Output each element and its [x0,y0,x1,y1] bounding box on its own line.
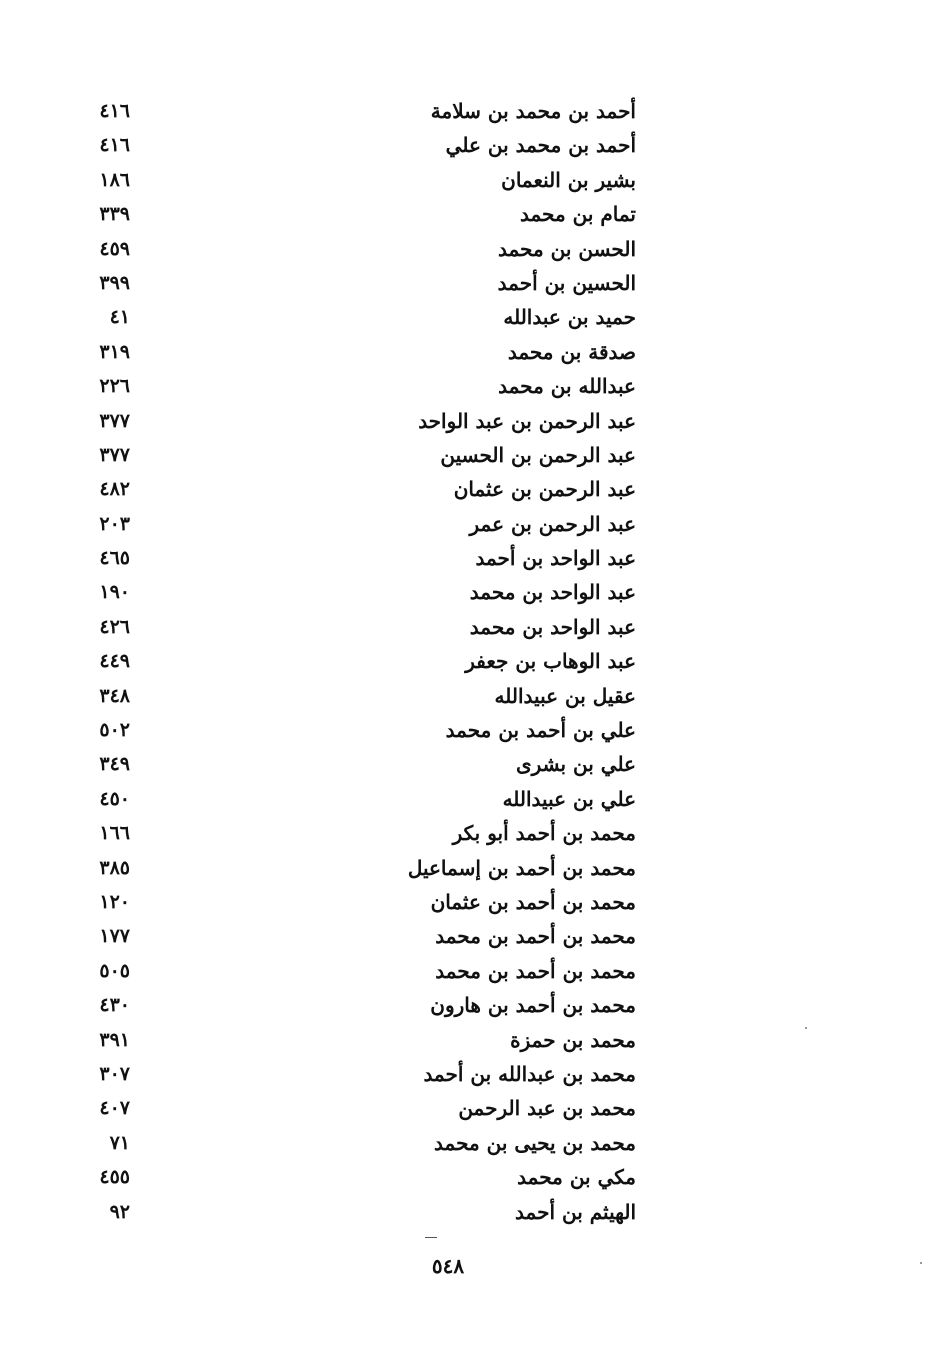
entry-name: الحسين بن أحمد [497,270,636,295]
index-entry-row [0,1127,936,1161]
entry-page-number: ٤٥٠ [99,787,130,810]
index-entry-row [0,1024,936,1058]
entry-page-number: ٣٧٧ [99,409,130,432]
index-entry-row [0,611,936,645]
entry-name: حميد بن عبدالله [503,305,636,330]
entry-name: عبد الرحمن بن عمر [469,511,636,536]
entry-name: محمد بن حمزة [510,1027,636,1052]
entry-page-number: ٤٤٩ [99,650,130,673]
scan-speck [805,1027,807,1029]
index-entry-row [0,267,936,301]
footer-rule [425,1237,437,1238]
entry-page-number: ٣١٩ [99,340,130,363]
index-entry-row [0,336,936,370]
entry-name: أحمد بن محمد بن علي [445,133,636,158]
entry-name: عبد الرحمن بن الحسين [440,442,636,467]
entry-name: عبد الواحد بن محمد [469,580,636,605]
entry-page-number: ٥٠٥ [99,959,130,982]
entry-page-number: ٢٢٦ [99,375,130,398]
entry-page-number: ٣٣٩ [99,203,130,226]
entry-page-number: ٤٥٥ [99,1166,130,1189]
entry-name: محمد بن أحمد أبو بكر [452,821,636,846]
entry-page-number: ٣٤٨ [99,684,130,707]
index-entry-row [0,645,936,679]
entry-page-number: ٤١٦ [99,134,130,157]
entry-page-number: ٣٩٩ [99,271,130,294]
index-entry-row [0,301,936,335]
entry-page-number: ٣٤٩ [99,753,130,776]
index-entry-row [0,473,936,507]
index-entry-row [0,439,936,473]
entry-name: صدقة بن محمد [507,339,636,364]
entry-name: عبد الواحد بن محمد [469,614,636,639]
index-entry-row [0,1161,936,1195]
entry-name: عبدالله بن محمد [498,374,636,399]
index-entry-row [0,405,936,439]
entry-name: الهيثم بن أحمد [515,1199,636,1224]
entry-page-number: ٧١ [109,1131,130,1154]
index-entry-row [0,748,936,782]
entry-page-number: ٤٦٥ [99,547,130,570]
index-entry-row [0,1196,936,1230]
index-entry-row [0,370,936,404]
index-entry-row [0,1092,936,1126]
index-entry-row [0,920,936,954]
page-number: ٥٤٨ [431,1254,465,1278]
entry-page-number: ٣٧٧ [99,443,130,466]
entry-name: محمد بن يحيى بن محمد [434,1130,636,1155]
entry-name: محمد بن عبدالله بن أحمد [423,1061,636,1086]
entry-name: محمد بن أحمد بن إسماعيل [407,855,636,880]
entry-page-number: ٣٠٧ [99,1062,130,1085]
entry-page-number: ٣٨٥ [99,856,130,879]
entry-name: محمد بن أحمد بن عثمان [430,889,636,914]
index-entry-row [0,508,936,542]
entry-name: محمد بن أحمد بن هارون [430,993,636,1018]
index-entry-row [0,783,936,817]
entry-name: تمام بن محمد [519,202,636,227]
entry-name: مكي بن محمد [517,1165,636,1190]
index-entry-row [0,886,936,920]
entry-page-number: ٤٥٩ [99,237,130,260]
entry-page-number: ٤٣٠ [99,994,130,1017]
index-entry-row [0,198,936,232]
entry-page-number: ٩٢ [109,1200,130,1223]
entry-name: عبد الرحمن بن عبد الواحد [418,408,636,433]
entry-name: عبد الواحد بن أحمد [475,546,636,571]
index-entry-row [0,714,936,748]
index-entry-row [0,542,936,576]
entry-page-number: ١٨٦ [99,168,130,191]
index-entry-row [0,164,936,198]
entry-name: الحسن بن محمد [497,236,636,261]
entry-name: بشير بن النعمان [501,167,636,192]
entry-name: علي بن عبيدالله [502,786,636,811]
entry-name: عبد الوهاب بن جعفر [465,649,636,674]
index-entry-row [0,817,936,851]
entry-name: عقيل بن عبيدالله [494,683,636,708]
entry-page-number: ١٦٦ [99,822,130,845]
index-entry-row [0,955,936,989]
index-list [0,95,936,1230]
index-entry-row [0,129,936,163]
entry-page-number: ٤٨٢ [99,478,130,501]
index-entry-row [0,95,936,129]
entry-name: محمد بن عبد الرحمن [458,1096,636,1121]
entry-page-number: ٢٠٣ [99,512,130,535]
entry-name: أحمد بن محمد بن سلامة [430,99,636,123]
index-entry-row [0,233,936,267]
index-entry-row [0,989,936,1023]
entry-page-number: ٤١٦ [99,100,130,122]
entry-page-number: ٣٩١ [99,1028,130,1051]
entry-page-number: ٥٠٢ [99,719,130,742]
index-entry-row [0,576,936,610]
entry-page-number: ١٢٠ [99,890,130,913]
entry-page-number: ٤٠٧ [99,1097,130,1120]
entry-page-number: ٤٢٦ [99,615,130,638]
entry-name: علي بن بشرى [515,752,636,777]
entry-name: عبد الرحمن بن عثمان [453,477,636,502]
entry-name: محمد بن أحمد بن محمد [435,924,636,949]
index-entry-row [0,1058,936,1092]
scan-speck [920,1262,922,1264]
entry-page-number: ١٩٠ [99,581,130,604]
index-entry-row [0,680,936,714]
entry-page-number: ٤١ [109,306,130,329]
entry-page-number: ١٧٧ [99,925,130,948]
entry-name: محمد بن أحمد بن محمد [435,958,636,983]
index-entry-row [0,852,936,886]
entry-name: علي بن أحمد بن محمد [445,718,636,743]
